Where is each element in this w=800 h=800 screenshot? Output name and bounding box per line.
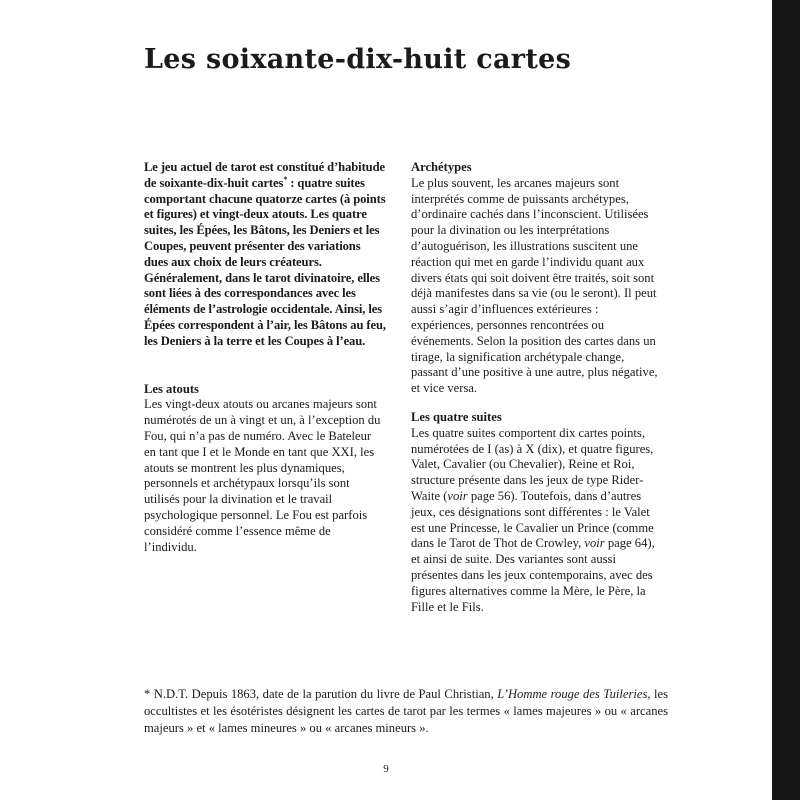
left-column [144, 160, 386, 555]
footnote-marker: * [283, 174, 288, 184]
suites-voir-1: voir [447, 488, 468, 503]
right-column [411, 160, 663, 615]
suites-text-1: Les quatre suites comportent dix cartes points, numérotées de I (as) à X (dix), et quatre figures, Valet, Cavalier (ou Chevalier), Reine et Roi, structure présente dans les jeux de type Rider-Waite ( [411, 425, 654, 503]
footnote-marker-bottom: * [144, 687, 154, 701]
page-title: Les soixante-dix-huit cartes [144, 44, 572, 75]
section-archetypes [411, 160, 663, 397]
footnote [144, 686, 668, 737]
footnote-book-title: L’Homme rouge des Tuileries, [497, 687, 651, 701]
suites-heading: Les quatre suites [411, 409, 502, 424]
intro-text-start: Le jeu actuel de tarot est constitué d’habitude de soixante-dix-huit cartes [144, 160, 385, 190]
footnote-text-start: N.D.T. Depuis 1863, date de la parution du livre de Paul Christian, [153, 687, 498, 701]
suites-text-3: page 64), et ainsi de suite. Des variantes sont aussi présentes dans les jeux contemporains, avec des figures alternatives comme la Mère, le Père, la Fille et le Fils. [411, 536, 655, 614]
intro-text-end: : quatre suites comportant chacune quatorze cartes (à points et figures) et vingt-deux atouts. Les quatre suites, les Épées, les Bâtons, les Deniers et les Coupes, peuvent présenter des variations dues aux choix de leurs créateurs. Généralement, dans le tarot divinatoire, elles sont liées à des correspondances avec les éléments de l’astrologie occidentale. Ainsi, les Épées correspondent à l’air, les Bâtons au feu, les Deniers à la terre et les Coupes à l’eau. [144, 175, 386, 348]
atouts-body: Les vingt-deux atouts ou arcanes majeurs sont numérotés de un à vingt et un, à l’exception du Fou, qui n’a pas de numéro. Avec le Bateleur en tant que I et le Monde en tant que XXI, les atouts se montrent les plus dynamiques, personnels et archétypaux lorsqu’ils sont utilisés pour la divination et le travail psychologique personnel. Le Fou est parfois considéré comme l’essence même de l’individu. [144, 397, 381, 554]
page-number: 9 [383, 763, 389, 775]
suites-voir-2: voir [584, 536, 605, 551]
suites-body [411, 426, 663, 616]
section-suites [411, 410, 663, 615]
archetypes-heading: Archétypes [411, 160, 472, 174]
section-atouts [144, 382, 386, 556]
footnote-text-end: les occultistes et les ésotéristes désignent les cartes de tarot par les termes « lames majeures » ou « arcanes majeurs » et « lames mineures » ou « arcanes mineurs ». [144, 687, 669, 735]
suites-text-2: page 56). Toutefois, dans d’autres jeux, ces désignations sont différentes : le Valet est une Princesse, le Cavalier un Prince (comme dans le Tarot de Thot de Crowley, [411, 488, 654, 551]
page-edge-shadow [772, 0, 800, 800]
intro-paragraph [144, 160, 386, 350]
archetypes-body: Le plus souvent, les arcanes majeurs sont interprétés comme de puissants archétypes, d’ordinaire cachés dans l’inconscient. Utilisées pour la divination ou les interprétations d’autoguérison, les illustrations suscitent une réaction qui met en garde l’individu quant aux divers états qui soit doivent être traités, soit sont déjà manifestes dans sa vie (ou le seront). Il peut aussi s’agir d’influences extérieures : expériences, personnes rencontrées ou événements. Selon la position des cartes dans un tirage, la signification archétypale change, passant d’une positive à une autre, plus négative, et vice versa. [411, 175, 658, 396]
atouts-heading: Les atouts [144, 381, 199, 396]
